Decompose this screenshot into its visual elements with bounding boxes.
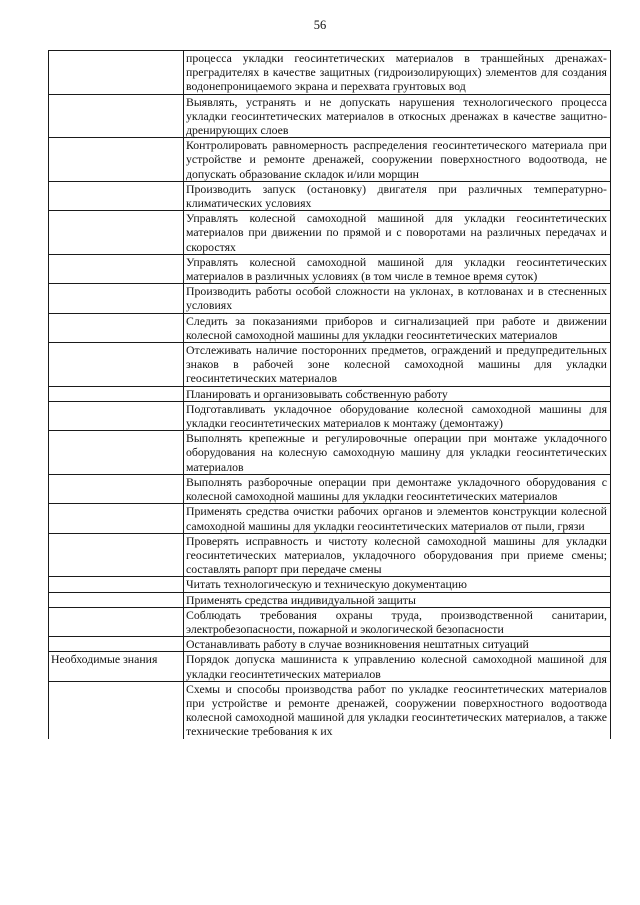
row-text-cell: Управлять колесной самоходной машиной для укладки геосинтетических материалов в различных условиях (в том числе в темное время суток)	[184, 254, 611, 283]
row-label-cell	[49, 181, 184, 210]
row-label-cell	[49, 284, 184, 313]
table-row	[49, 577, 611, 592]
row-label-cell	[49, 94, 184, 138]
row-label-cell: Необходимые знания	[49, 652, 184, 681]
row-text-cell: Соблюдать требования охраны труда, производственной санитарии, электробезопасности, пожарной и экологической безопасности	[184, 607, 611, 636]
row-text-cell: Производить запуск (остановку) двигателя при различных температурно-климатических условиях	[184, 181, 611, 210]
row-text-cell: Управлять колесной самоходной машиной для укладки геосинтетических материалов при движении по прямой и с поворотами на различных передачах и скоростях	[184, 211, 611, 255]
table-row	[49, 474, 611, 503]
table-row	[49, 313, 611, 342]
row-label-cell	[49, 504, 184, 533]
table-row	[49, 386, 611, 401]
row-text-cell: Читать технологическую и техническую документацию	[184, 577, 611, 592]
row-label-cell	[49, 51, 184, 95]
table-row	[49, 533, 611, 577]
row-text-cell: Выявлять, устранять и не допускать нарушения технологического процесса укладки геосинтетических материалов в откосных дренажах в качестве защитно-дренирующих слоев	[184, 94, 611, 138]
table-row	[49, 431, 611, 475]
table-row	[49, 51, 611, 95]
row-label-cell	[49, 254, 184, 283]
table-row	[49, 504, 611, 533]
row-text-cell: Выполнять разборочные операции при демонтаже укладочного оборудования с колесной самоходной машины для укладки геосинтетических материалов	[184, 474, 611, 503]
row-label-cell	[49, 474, 184, 503]
row-text-cell: Планировать и организовывать собственную работу	[184, 386, 611, 401]
row-label-cell	[49, 313, 184, 342]
row-label-cell	[49, 386, 184, 401]
row-label-cell	[49, 637, 184, 652]
table-row	[49, 254, 611, 283]
row-text-cell: Отслеживать наличие посторонних предметов, ограждений и предупредительных знаков в рабочей зоне колесной самоходной машины для укладки геосинтетических материалов	[184, 343, 611, 387]
table-row	[49, 343, 611, 387]
table-row	[49, 652, 611, 681]
row-label-cell	[49, 401, 184, 430]
row-label-cell	[49, 607, 184, 636]
row-text-cell: Порядок допуска машиниста к управлению колесной самоходной машиной для укладки геосинтетических материалов	[184, 652, 611, 681]
row-text-cell: Подготавливать укладочное оборудование колесной самоходной машины для укладки геосинтетических материалов к монтажу (демонтажу)	[184, 401, 611, 430]
row-text-cell: Применять средства очистки рабочих органов и элементов конструкции колесной самоходной машины для укладки геосинтетических материалов от пыли, грязи	[184, 504, 611, 533]
page-number: 56	[313, 18, 327, 32]
table-row	[49, 94, 611, 138]
table-row	[49, 681, 611, 738]
row-label-cell	[49, 343, 184, 387]
row-label-cell	[49, 138, 184, 182]
row-label-cell	[49, 681, 184, 738]
row-text-cell: Проверять исправность и чистоту колесной самоходной машины для укладки геосинтетических материалов, укладочного оборудования при приеме смены; составлять рапорт при передаче смены	[184, 533, 611, 577]
table-row	[49, 401, 611, 430]
table-row	[49, 211, 611, 255]
table-row	[49, 181, 611, 210]
table-row	[49, 637, 611, 652]
skills-table	[48, 50, 611, 739]
row-label-cell	[49, 431, 184, 475]
row-text-cell: процесса укладки геосинтетических материалов в траншейных дренажах-преградителях в качестве защитных (гидроизолирующих) элементов для создания водонепроницаемого экрана и перехвата грунтовых вод	[184, 51, 611, 95]
row-text-cell: Применять средства индивидуальной защиты	[184, 592, 611, 607]
row-label-cell	[49, 211, 184, 255]
row-text-cell: Схемы и способы производства работ по укладке геосинтетических материалов при устройстве и ремонте дренажей, сооружении поверхностного водоотвода колесной самоходной машиной для укладки геосинтетических материалов, а также технические требования к их	[184, 681, 611, 738]
row-label-cell	[49, 533, 184, 577]
table-row	[49, 592, 611, 607]
row-text-cell: Производить работы особой сложности на уклонах, в котлованах и в стесненных условиях	[184, 284, 611, 313]
row-text-cell: Следить за показаниями приборов и сигнализацией при работе и движении колесной самоходной машины для укладки геосинтетических материалов	[184, 313, 611, 342]
table-row	[49, 284, 611, 313]
table-row	[49, 607, 611, 636]
table-row	[49, 138, 611, 182]
row-text-cell: Контролировать равномерность распределения геосинтетического материала при устройстве и ремонте дренажей, сооружении поверхностного водоотвода, не допускать образование складок и/или морщин	[184, 138, 611, 182]
row-text-cell: Выполнять крепежные и регулировочные операции при монтаже укладочного оборудования на колесную самоходную машину для укладки геосинтетических материалов	[184, 431, 611, 475]
row-text-cell: Останавливать работу в случае возникновения нештатных ситуаций	[184, 637, 611, 652]
row-label-cell	[49, 592, 184, 607]
row-label-cell	[49, 577, 184, 592]
